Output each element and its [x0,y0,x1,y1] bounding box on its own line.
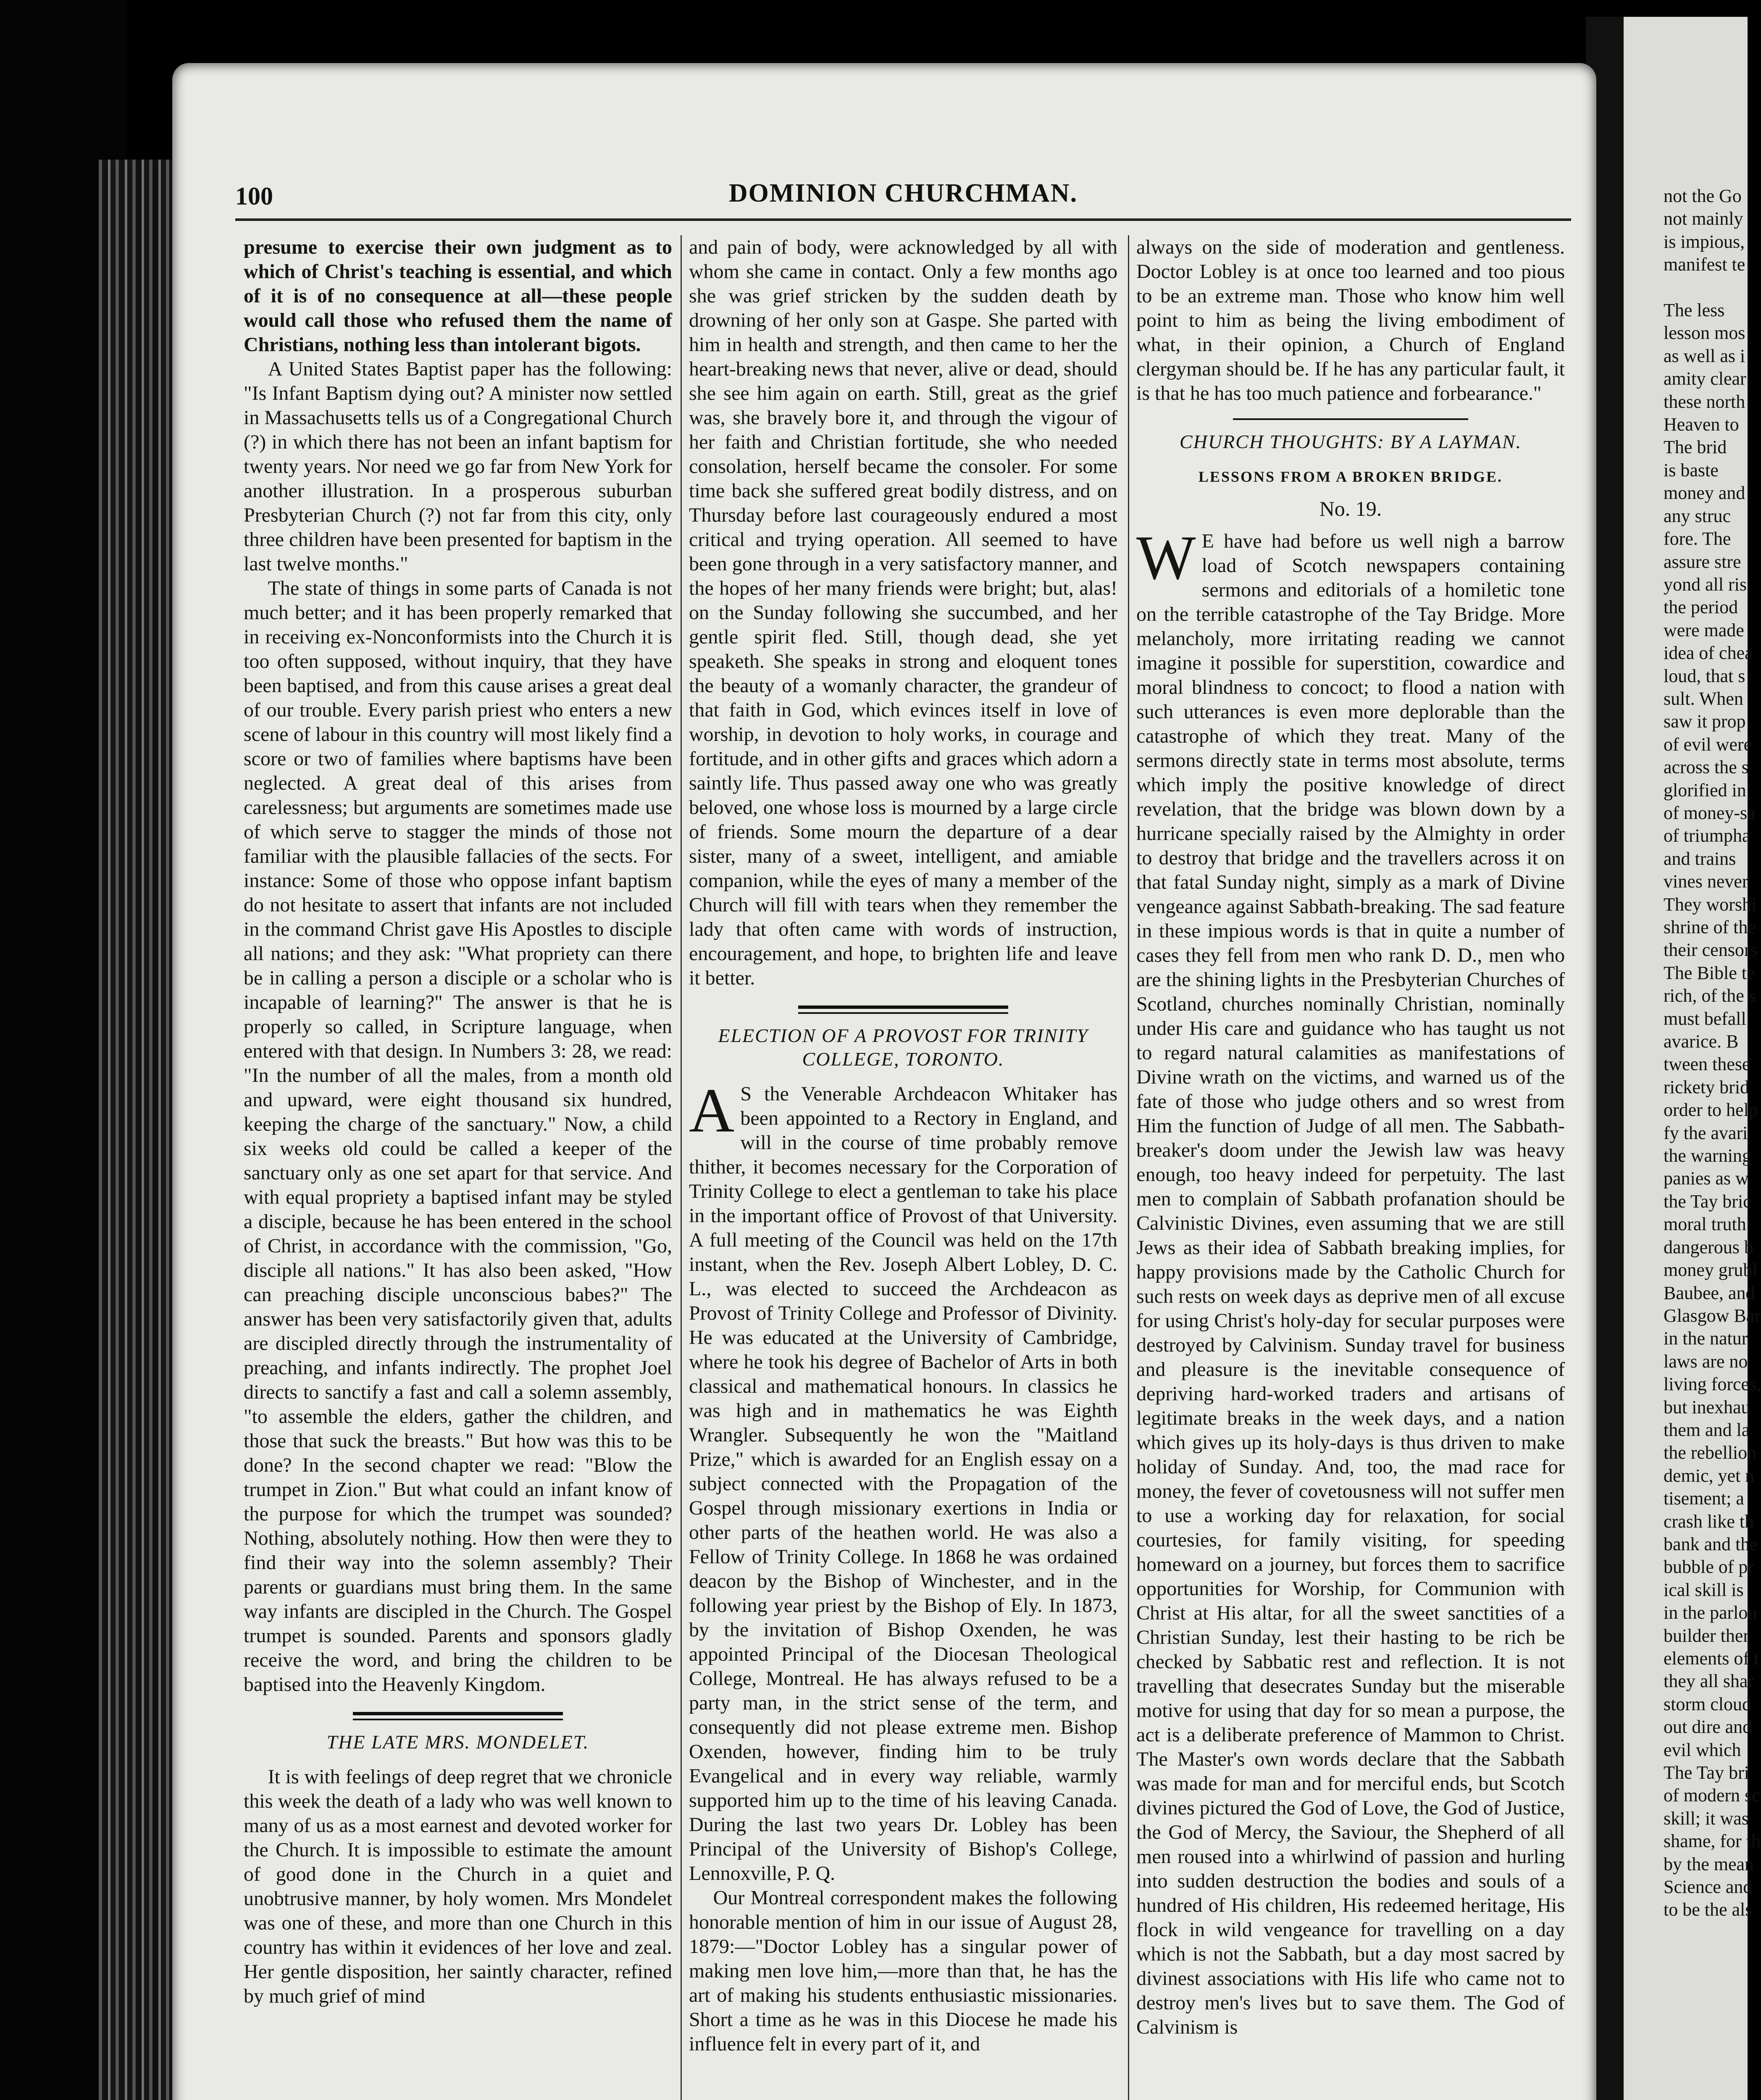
facing-page-line: the period [1664,597,1738,618]
paragraph: Our Montreal correspondent makes the following honorable mention of him in our issue of August 28, 1879:—"Doctor Lobley has a singular power of making men love him,—more than that, he has the art of making his students enthusiastic missionaries. Short a time as he was in this Diocese he made his influence felt in every part of it, and [689,1887,1117,2055]
facing-page-line: to be the als [1664,1899,1753,1920]
article-heading: THE LATE MRS. MONDELET. [326,1731,589,1753]
facing-page-line: the Tay bric [1664,1191,1751,1212]
facing-page-line: ical skill is [1664,1579,1744,1600]
facing-page-line: moral truth [1664,1214,1746,1235]
facing-page-line: loud, that s [1664,665,1745,686]
paragraph-text: S the Venerable Archdeacon Whitaker has been appointed to a Rectory in England, and will in the course of time probably remove thither, it becomes necessary for the Corporation of Trinity College to elect a gentleman to take his place in the important office of Provost of that University. A full meeting of the Council was held on the 17th instant, when the Rev. Joseph Albert Lobley, D. C. L., was elected to succeed the Archdeacon as Provost of Trinity College and Professor of Divinity. He was educated at the University of Cambridge, where he took his degree of Bachelor of Arts in both classical and mathematical honours. In classics he was high and in mathematics he was Eighth Wrangler. Subsequently he won the "Maitland Prize," which is awarded for an English essay on a subject connected with the Propagation of the Gospel through missionary exertions in India or other parts of the heathen world. He was also a Fellow of Trinity College. In 1868 he was ordained deacon by the Bishop of Winchester, and in the following year priest by the Bishop of Ely. In 1873, by the invitation of Bishop Oxenden, he was appointed Principal of the Diocesan Theological College, Montreal. He has always refused to be a party man, in the strict sense of the term, and consequently did not please extreme men. Bishop Oxenden, however, finding him to be truly Evangelical and in every way reliable, warmly supported him up to the time of his leaving Canada. During the last two years Dr. Lobley has been Principal of the University of Bishop's College, Lennoxville, P. Q. [689,1083,1117,1885]
facing-page-line: bank and the [1664,1533,1758,1554]
facing-page-line: glorified in [1664,780,1746,801]
facing-page-line: fy the avari [1664,1122,1748,1143]
binding-edge [99,160,174,2100]
facing-page-line: tween these [1664,1054,1750,1075]
facing-page-line: storm cloud [1664,1693,1751,1714]
facing-page-line: Glasgow Bar [1664,1305,1761,1326]
facing-page-line: bubble of pr [1664,1557,1754,1578]
facing-page-line: across the s [1664,757,1749,778]
facing-page-line: The Tay bri [1664,1762,1749,1783]
facing-page-line: is impious, [1664,231,1745,252]
facing-page-line: rich, of the s [1664,985,1756,1006]
paragraph: always on the side of moderation and gentleness. Doctor Lobley is at once too learned and too pious to be an extreme man. Those who know him well point to him as being the living embodiment of what, in their opinion, a Church of England clergyman should be. If he has any particular fault, it is that he has too much patience and forbearance." [1136,236,1565,404]
facing-page-line: in the natur [1664,1328,1748,1349]
facing-page-line: must befall [1664,1008,1746,1029]
column-rule [681,235,682,2100]
facing-page-line: out dire and [1664,1717,1752,1738]
facing-page-line: Science and [1664,1877,1753,1898]
facing-page-line: and trains [1664,848,1736,869]
drop-cap: W [1136,523,1196,593]
facing-page-line: rickety brid [1664,1076,1750,1097]
facing-page-line: panies as w [1664,1168,1749,1189]
facing-page-line: as well as i [1664,345,1745,366]
facing-page-line: not the Go [1664,186,1742,206]
column-rule [1128,235,1129,2100]
facing-page-line: the warning [1664,1145,1751,1166]
column-3 [1136,235,1565,2100]
facing-page-line: amity clear [1664,368,1746,389]
facing-page-line: The brid [1664,437,1727,458]
facing-page-line: by the mean [1664,1853,1754,1874]
paragraph-text: E have had before us well nigh a barrow load of Scotch newspapers containing sermons and editorials of a homiletic tone on the terrible catastrophe of the Tay Bridge. More melancholy, more irritating reading we cannot imagine it possible for superstition, cowardice and moral blindness to concoct; to flood a nation with such utterances is even more deplorable than the catastrophe of which they treat. Many of the sermons directly state in terms most absolute, terms which imply the positive knowledge of direct revelation, that the bridge was blown down by a hurricane specially raised by the Almighty in order to destroy that bridge and the travellers across it on that fatal Sunday night, simply as a mark of Divine vengeance against Sabbath-breaking. The sad feature in these impious words is that in quite a number of cases they fell from men who rank D. D., men who are the shining lights in the Presbyterian Churches of Scotland, churches nominally Christian, nominally under His care and guidance who has taught us not to regard natural calamities as manifestations of Divine wrath on the victims, and warned us of the fate of those who judge others and so wrest from Him the function of Judge of all men. The Sabbath-breaker's doom under the Jewish law was heavy enough, too heavy indeed for perpetuity. The last men to complain of Sabbath profanation should be Calvinistic Divines, even assuming that we are still Jews as their idea of Sabbath breaking implies, for happy provisions made by the Catholic Church for such rests on week days as deprive men of all excuse for using Christ's holy-day for secular purposes were destroyed by Calvinism. Sunday travel for business and pleasure is the inevitable consequence of depriving hard-worked traders and artisans of legitimate breaks in the week days, and a nation which gives up its holy-days is thus driven to make holiday of Sunday. And, too, the mad race for money, the fever of covetousness will not suffer men to use a working day for relaxation, for social courtesies, for family visiting, for speeding homeward on a journey, but forces them to sacrifice opportunities for Worship, for Communion with Christ at His altar, for all the sweet sanctities of a Christian Sunday, lest their hasting to be rich be checked by Sabbatic rest and reflection. It is not travelling that desecrates Sunday but the miserable motive for using that day for so mean a purpose, the act is a deliberate preference of Mammon to Christ. The Master's own words declare that the Sabbath was made for man and for merciful ends, but Scotch divines pictured the God of Love, the God of Justice, the God of Mercy, the Saviour, the Shepherd of all men roused into a whirlwind of passion and hurling into sudden destruction the bodies and souls of a hundred of His children, His redeemed heritage, His flock in wild vengeance for travelling on a day which is not the Sabbath, but a day most sacred by divinest associations with His life who came not to destroy men's lives but to save them. The God of Calvinism is [1136,530,1565,2038]
paragraph: A United States Baptist paper has the following: "Is Infant Baptism dying out? A minister now settled in Massachusetts tells us of a Congregational Church (?) in which there has not been an infant baptism for twenty years. Nor need we go far from New York for another illustration. In a prosperous suburban Presbyterian Church (?) not far from this city, only three children have been presented for baptism in the last twelve months." [244,358,672,575]
facing-page-line: skill; it was [1664,1808,1749,1829]
facing-page-line: of money-sa [1664,802,1756,823]
facing-page-line: fore. The [1664,528,1731,549]
facing-page-line: were made [1664,620,1744,640]
facing-page-line [1664,276,1748,299]
facing-page-line: Heaven to [1664,414,1739,435]
facing-page-line: The Bible te [1664,962,1755,983]
facing-page-line: their censors [1664,940,1758,961]
facing-page-line: elements of t [1664,1648,1759,1669]
column-2 [689,235,1117,2100]
facing-page-line: money and [1664,483,1745,504]
article-heading: ELECTION OF A PROVOST FOR TRINITY COLLEGE, TORONTO. [718,1025,1088,1070]
facing-page-line: in the parlou [1664,1602,1757,1623]
facing-page-line: is baste [1664,459,1719,480]
facing-page-line: of triumpha [1664,825,1750,846]
facing-page-line: They worshi [1664,894,1757,915]
paragraph: presume to exercise their own judgment as to which of Christ's teaching is essential, and which of it is of no consequence at all—these people would call those who refused them the name of Christians, nothing less than intolerant bigots. [244,236,672,356]
facing-page-line: of evil were [1664,734,1752,755]
facing-page-line: avarice. B [1664,1031,1739,1052]
facing-page-line: them and la [1664,1419,1750,1440]
article-heading: CHURCH THOUGHTS: BY A LAYMAN. [1179,431,1522,452]
facing-page-line: evil which [1664,1739,1741,1760]
facing-page-line: of modern sc [1664,1785,1760,1806]
facing-page-line: dangerous b [1664,1236,1753,1257]
paragraph [689,1076,1117,1886]
facing-page-line: not mainly [1664,208,1743,229]
section-rule [353,1712,563,1720]
facing-page-line: sult. When [1664,688,1743,709]
facing-page-text [1613,17,1761,1922]
page-header [235,174,1571,216]
paragraph: The state of things in some parts of Canada is not much better; and it has been properly remarked that in receiving ex-Nonconformists into the Church it is too often supposed, without inquiry, that they have been baptised, and from this cause arises a great deal of our trouble. Every parish priest who enters a new scene of labour in this country will most likely find a score or two of families where baptisms have been neglected. A great deal of this arises from carelessness; but arguments are sometimes made use of which serve to stagger the minds of those not familiar with the plausible fallacies of the sects. For instance: Some of those who oppose infant baptism do not hesitate to assert that infants are not included in the command Christ gave His Apostles to disciple all nations; and they ask: "What propriety can there be in calling a person a disciple or a scholar who is incapable of learning?" The answer is that he is properly so called, in Scripture language, when entered with that design. In Numbers 3: 28, we read: "In the number of all the males, from a month old and upward, were eight thousand six hundred, keeping the charge of the sanctuary." Now, a child six weeks old could be called a keeper of the sanctuary only as one set apart for that service. And with equal propriety a baptised infant may be styled a disciple, because he has been entered in the school of Christ, in accordance with the commission, "Go, disciple all nations." It has also been asked, "How can preaching disciple unconscious babes?" The answer has been very satisfactorily given that, adults are discipled directly through the instrumentality of preaching, and infants indirectly. The prophet Joel directs to sanctify a fast and call a solemn assembly, "to assemble the elders, gather the children, and those that suck the breasts." But how was this to be done? In the second chapter we read: "Blow the trumpet in Zion." But what could an infant know of the purpose for which the trumpet was sounded? Nothing, absolutely nothing. How then were they to find their way into the solemn assembly? Their parents or guardians must bring them. In the same way infants are discipled in the Church. The Gospel trumpet is sounded. Parents and sponsors gladly receive the word, and bring the children to be baptised into the Heavenly Kingdom. [244,577,672,1696]
drop-cap: A [689,1076,735,1145]
article-number: No. 19. [1319,497,1382,520]
facing-page-line: crash like th [1664,1511,1754,1532]
section-rule [798,1005,1008,1014]
facing-page-line: demic, yet n [1664,1465,1755,1486]
facing-page-line: living forces, [1664,1374,1761,1395]
facing-page-line: idea of chea [1664,643,1753,664]
facing-page-line: but inexhau [1664,1396,1750,1418]
facing-page-line: builder ther [1664,1625,1750,1646]
facing-page-line: Baubee, and [1664,1282,1755,1303]
facing-page-line: lesson mos [1664,323,1745,344]
facing-page-line: money grubl [1664,1260,1758,1281]
page-number: 100 [235,182,273,210]
paragraph: and pain of body, were acknowledged by all with whom she came in contact. Only a few months ago she was grief stricken by the sudden death by drowning of her only son at Gaspe. She parted with him in health and strength, and then came to her the heart-breaking news that never, alive or dead, should she see him again on earth. Still, great as the grief was, she bravely bore it, and through the vigour of her faith and Christian fortitude, she who needed consolation, herself became the consoler. For some time back she suffered great bodily distress, and on Thursday before last courageously endured a most critical and trying operation. All seemed to have been gone through in a very satisfactory manner, and the hopes of her many friends were bright; but, alas! on the Sunday following she succumbed, and her gentle spirit fled. Still, though dead, she yet speaketh. She speaks in strong and eloquent tones the beauty of a womanly character, the grandeur of that faith in God, which evinces itself in love of worship, in devotion to holy works, in courage and fortitude, and in other gifts and graces which adorn a saintly life. Thus passed away one who was greatly beloved, one whose loss is mourned by a large circle of friends. Some mourn the departure of a dear sister, many of a sweet, intelligent, and amiable companion, while the eyes of many a member of the Church will fill with tears when they remember the lady that often came with words of instruction, encouragement, and hope, to brighten life and leave it better. [689,236,1117,989]
facing-page-line: manifest te [1664,254,1745,275]
running-title: DOMINION CHURCHMAN. [728,179,1078,207]
facing-page-fragment [1613,17,1761,2100]
article-subheading: LESSONS FROM A BROKEN BRIDGE. [1198,468,1503,485]
facing-page-line: any struc [1664,505,1731,526]
facing-page-line: order to help [1664,1100,1758,1121]
facing-page-line: laws are no [1664,1351,1748,1372]
facing-page-line: assure stre [1664,551,1741,572]
facing-page-line: shrine of the [1664,917,1756,937]
paragraph [1136,523,1565,2040]
facing-page-line: these north [1664,391,1745,412]
section-rule [1233,418,1468,420]
facing-page-line: yond all ris [1664,574,1747,595]
facing-page-line: saw it prop [1664,711,1746,732]
header-rule [235,218,1571,221]
facing-page-line: vines never [1664,871,1748,892]
column-1 [244,235,672,2100]
facing-page-line: shame, for th [1664,1831,1761,1852]
facing-page-line: tisement; a [1664,1488,1744,1509]
facing-page-line: the rebellion [1664,1442,1757,1463]
facing-page-line: The less [1664,300,1725,321]
facing-page-line: they all shar [1664,1671,1754,1692]
paragraph: It is with feelings of deep regret that we chronicle this week the death of a lady who was well known to many of us as a most earnest and devoted worker for the Church. It is impossible to estimate the amount of good done in the Church in a quiet and unobtrusive manner, by holy women. Mrs Mondelet was one of these, and more than one Church in this country has within it evidences of her love and zeal. Her gentle disposition, her saintly character, refined by much grief of mind [244,1766,672,2007]
